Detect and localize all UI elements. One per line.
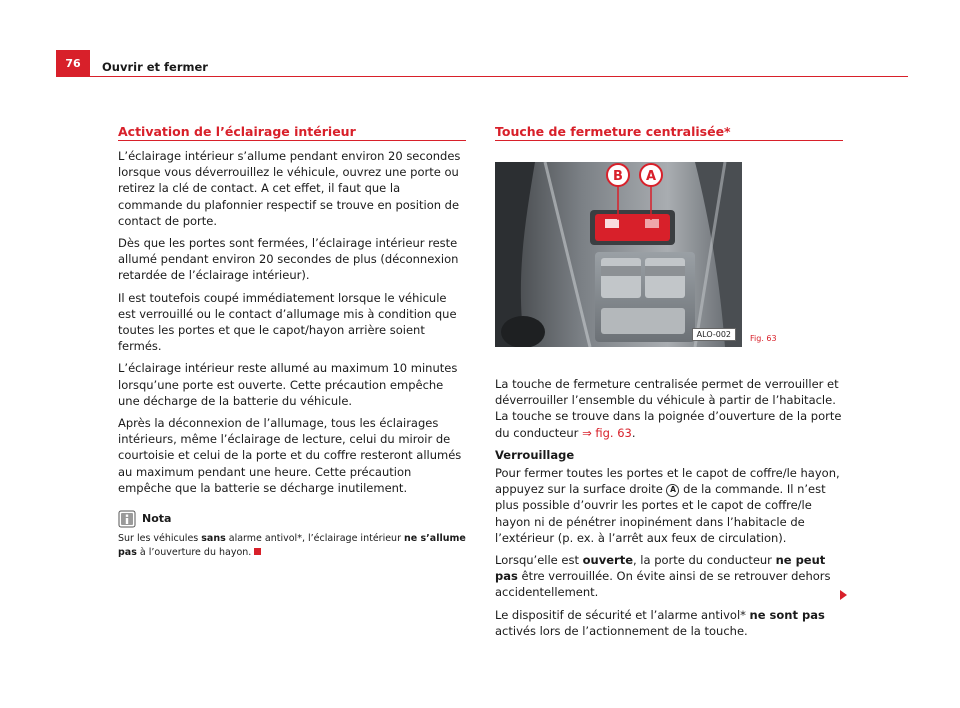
note-bold: ne s’allume pas xyxy=(118,533,466,559)
figure-reference-link[interactable]: ⇒ fig. 63 xyxy=(582,425,632,440)
chapter-title: Ouvrir et fermer xyxy=(102,60,208,74)
end-of-section-marker xyxy=(254,548,261,555)
section-title-central-locking: Touche de fermeture centralisée* xyxy=(495,124,731,139)
paragraph-bold: ne peut pas xyxy=(495,553,826,584)
paragraph: Il est toutefois coupé immédiatement lorsque le véhicule est verrouillé ou le contact d’allumage mis à condition que toutes les portes et que le capot/hayon arrière soient fermés. xyxy=(118,290,457,354)
paragraph: Dès que les portes sont fermées, l’éclairage intérieur reste allumé pendant environ 20 secondes de plus (déconnexion retardée de l’éclairage intérieur). xyxy=(118,236,459,283)
paragraph: Après la déconnexion de l’allumage, tous les éclairages intérieurs, même l’éclairage de lecture, celui du miroir de courtoisie et celui de la porte et du coffre resteront allumés au maximum pendant une heure. Cette précaution empêche que la batterie se décharge inutilement. xyxy=(118,416,462,495)
section-rule-right xyxy=(495,140,843,141)
info-icon xyxy=(118,510,136,528)
paragraph xyxy=(495,607,845,639)
paragraph: L’éclairage intérieur reste allumé au maximum 10 minutes lorsqu’une porte est ouverte. Cette précaution empêche une décharge de la batterie du véhicule. xyxy=(118,361,458,408)
callout-b-label: B xyxy=(613,169,623,184)
paragraph-text: . xyxy=(631,425,636,440)
paragraph-text: Le dispositif de sécurité et l’alarme antivol* xyxy=(495,607,750,622)
paragraph-text: de la commande. Il n’est plus possible d’ouvrir les portes et le capot de coffre/le hayon ni de pénétrer inopinément dans l’habitacle de l’extérieur (p. ex. à l’arrêt aux feux de circulation). xyxy=(495,482,826,545)
continue-arrow-icon xyxy=(840,590,847,600)
paragraph-text: activés lors de l’actionnement de la touche. xyxy=(495,623,748,638)
page-number: 76 xyxy=(56,50,90,76)
section-title-lighting: Activation de l’éclairage intérieur xyxy=(118,124,356,139)
note-text-part: Sur les véhicules xyxy=(118,533,202,545)
paragraph-text: être verrouillée. On évite ainsi de se retrouver dehors accidentellement. xyxy=(495,569,831,600)
note-heading xyxy=(118,510,466,528)
paragraph xyxy=(495,552,845,601)
note-bold: sans xyxy=(201,533,226,545)
figure-caption: Fig. 63 xyxy=(750,334,777,343)
subheading-locking: Verrouillage xyxy=(495,447,575,462)
header-rule xyxy=(56,76,908,77)
marker-a: A xyxy=(666,484,679,497)
note-heading-label: Nota xyxy=(142,511,172,525)
paragraph xyxy=(495,465,845,546)
paragraph xyxy=(495,376,845,441)
paragraph-text: La touche de fermeture centralisée permet de verrouiller et déverrouiller l’ensemble du véhicule à partir de l’habitacle. La touche se trouve dans la poignée d’ouverture de la porte du conducteur xyxy=(495,377,842,440)
note-text-part: alarme antivol*, l’éclairage intérieur xyxy=(225,533,404,545)
paragraph-text: , la porte du conducteur xyxy=(633,553,776,568)
paragraph-text: Lorsqu’elle est xyxy=(495,553,583,568)
figure-door-button xyxy=(495,162,742,347)
section-rule-left xyxy=(118,140,466,141)
paragraph: L’éclairage intérieur s’allume pendant environ 20 secondes lorsque vous déverrouillez le véhicule, ouvrez une porte ou retirez la clé de contact. A cet effet, il faut que la commande du plafonnier respectif se trouve en position de contact de porte. xyxy=(118,149,461,228)
left-column xyxy=(118,148,466,560)
callout-a-label: A xyxy=(645,169,657,184)
paragraph-bold: ne sont pas xyxy=(749,607,825,622)
door-panel-illustration xyxy=(495,162,742,347)
figure-code: ALO-002 xyxy=(692,328,736,341)
note-text-part: à l’ouverture du hayon. xyxy=(136,547,252,559)
paragraph-text: Pour fermer toutes les portes et le capot de coffre/le hayon, appuyez sur la surface droite xyxy=(495,466,840,497)
note-text xyxy=(118,532,466,560)
paragraph-bold: ouverte xyxy=(582,553,633,568)
right-column xyxy=(495,376,845,645)
